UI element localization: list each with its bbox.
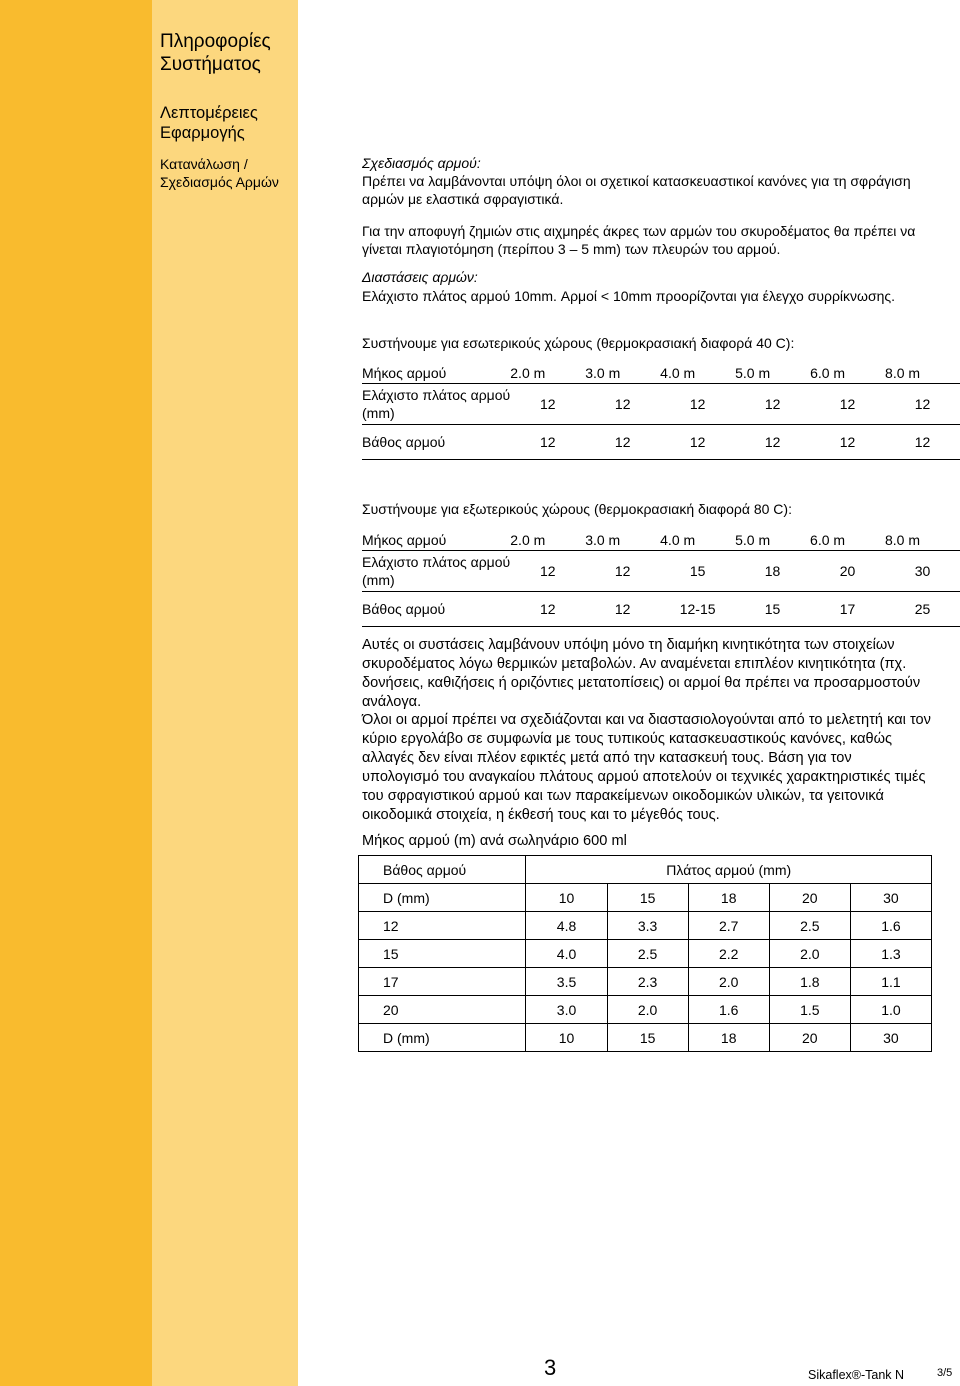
interior-table	[362, 363, 960, 460]
table-cell: 10	[526, 1024, 607, 1052]
page-title: Πληροφορίες Συστήματος	[160, 31, 271, 75]
table-cell: 2.0	[769, 940, 850, 968]
note-movement: Αυτές οι συστάσεις λαμβάνουν υπόψη μόνο τη διαμήκη κινητικότητα των στοιχείων σκυροδέματος λόγω θερμικών μεταβολών. Αν αναμένεται επιπλέον κινητικότητα (πχ. δονήσεις, καθιζήσεις ή οριζόντιες μετατοπίσεις) οι αρμοί θα πρέπει να προσαρμοστούν ανάλογα.	[362, 637, 921, 710]
table-cell: 12	[585, 551, 660, 592]
table-cell: 1.5	[769, 996, 850, 1024]
page-number: 3/5	[937, 1367, 953, 1379]
table-cell: 5.0 m	[735, 530, 810, 551]
table-cell: 20	[769, 1024, 850, 1052]
table-cell: 12	[885, 384, 960, 425]
table-cell: 4.0 m	[660, 530, 735, 551]
table-cell: 2.0	[688, 968, 769, 996]
table-cell: 12	[660, 425, 735, 460]
table-cell: 2.0 m	[510, 363, 585, 384]
table-cell: 12	[585, 384, 660, 425]
table-cell: 1.0	[850, 996, 931, 1024]
table-cell: 20	[810, 551, 885, 592]
length-heading: Μήκος αρμού (m) ανά σωληνάριο 600 ml	[362, 833, 627, 849]
dims-heading: Διαστάσεις αρμών:	[362, 269, 478, 285]
table-cell: 12	[510, 384, 585, 425]
table-row	[362, 551, 960, 592]
sidebar-column	[152, 0, 298, 1386]
table-cell: 12	[810, 425, 885, 460]
table-cell: 1.3	[850, 940, 931, 968]
design-text: Πρέπει να λαμβάνονται υπόψη όλοι οι σχετικοί κατασκευαστικοί κανόνες για τη σφράγιση αρμών με ελαστικά σφραγιστικά.	[362, 173, 911, 207]
table-cell: 12	[510, 592, 585, 627]
table-cell: 12	[359, 912, 526, 940]
table-row	[359, 884, 932, 912]
exterior-table	[362, 530, 960, 627]
table-cell: 20	[359, 996, 526, 1024]
row-label: Βάθος αρμού	[362, 592, 510, 627]
table-cell: 20	[769, 884, 850, 912]
table-cell: 18	[688, 1024, 769, 1052]
table-cell: 2.0 m	[510, 530, 585, 551]
table-row	[359, 856, 932, 884]
table-cell: 8.0 m	[885, 363, 960, 384]
table-cell: 3.0 m	[585, 363, 660, 384]
table-cell: D (mm)	[359, 1024, 526, 1052]
table-cell: 15	[359, 940, 526, 968]
brand-stripe	[0, 0, 152, 1386]
table-cell: D (mm)	[359, 884, 526, 912]
table-row	[362, 384, 960, 425]
table-row	[359, 968, 932, 996]
row-label: Μήκος αρμού	[362, 530, 510, 551]
table-cell: 3.5	[526, 968, 607, 996]
header-cell: Βάθος αρμού	[359, 856, 526, 884]
table-cell: 17	[810, 592, 885, 627]
table-cell: 1.1	[850, 968, 931, 996]
product-name: Sikaflex®-Tank N	[808, 1368, 905, 1382]
table-row	[359, 940, 932, 968]
table-cell: 3.0 m	[585, 530, 660, 551]
table-cell: 12	[810, 384, 885, 425]
table-cell: 1.8	[769, 968, 850, 996]
table-cell: 10	[526, 884, 607, 912]
section-number: 3	[544, 1355, 557, 1380]
table-cell: 5.0 m	[735, 363, 810, 384]
table-row	[359, 912, 932, 940]
table-cell: 15	[607, 884, 688, 912]
table-cell: 30	[850, 1024, 931, 1052]
chamfer-text: Για την αποφυγή ζημιών στις αιχμηρές άκρες των αρμών του σκυροδέματος θα πρέπει να γίνεται πλαγιοτόμηση (περίπου 3 – 5 mm) των πλευρών του αρμού.	[362, 223, 916, 257]
table-cell: 12	[735, 425, 810, 460]
table-cell: 1.6	[850, 912, 931, 940]
table-cell: 25	[885, 592, 960, 627]
table-cell: 17	[359, 968, 526, 996]
table-cell: 12	[510, 425, 585, 460]
table-cell: 12	[585, 425, 660, 460]
table-row	[362, 425, 960, 460]
table-cell: 2.5	[769, 912, 850, 940]
length-per-cartridge-table	[358, 855, 932, 1052]
table-cell: 1.6	[688, 996, 769, 1024]
table-cell: 8.0 m	[885, 530, 960, 551]
table-cell: 15	[607, 1024, 688, 1052]
table-cell: 4.0	[526, 940, 607, 968]
table-cell: 12	[735, 384, 810, 425]
table-cell: 15	[660, 551, 735, 592]
table-cell: 3.3	[607, 912, 688, 940]
table-cell: 2.2	[688, 940, 769, 968]
table-cell: 12-15	[660, 592, 735, 627]
table-cell: 2.3	[607, 968, 688, 996]
table-cell: 6.0 m	[810, 530, 885, 551]
note-design: Όλοι οι αρμοί πρέπει να σχεδιάζονται και να διαστασιολογούνται από το μελετητή και τον κύριο εργολάβο σε συμφωνία με τους τυπικούς κατασκευαστικούς κανόνες, καθώς αλλαγές δεν είναι πλέον εφικτές μετά από την κατασκευή τους. Βάση για τον υπολογισμό του αναγκαίου πλάτους αρμού αποτελούν οι τεχνικές χαρακτηριστικές τιμές του σφραγιστικού αρμού και των παρακείμενων οικοδομικών υλικών, τα γειτονικά οικοδομικά στοιχεία, η έκθεσή τους και το μέγεθός τους.	[362, 712, 931, 823]
table-cell: 6.0 m	[810, 363, 885, 384]
row-label: Ελάχιστο πλάτος αρμού (mm)	[362, 551, 510, 592]
table-row	[359, 1024, 932, 1052]
table-cell: 18	[688, 884, 769, 912]
row-label: Βάθος αρμού	[362, 425, 510, 460]
row-label: Ελάχιστο πλάτος αρμού (mm)	[362, 384, 510, 425]
table-cell: 18	[735, 551, 810, 592]
table-cell: 30	[885, 551, 960, 592]
table-row	[362, 363, 960, 384]
table-cell: 12	[660, 384, 735, 425]
table-cell: 4.0 m	[660, 363, 735, 384]
table-cell: 30	[850, 884, 931, 912]
table-cell: 2.0	[607, 996, 688, 1024]
table-cell: 4.8	[526, 912, 607, 940]
table-cell: 12	[585, 592, 660, 627]
row-label: Μήκος αρμού	[362, 363, 510, 384]
table-cell: 2.7	[688, 912, 769, 940]
section-title: Λεπτομέρειες Εφαρμογής	[160, 104, 258, 142]
section-label: Κατανάλωση / Σχεδιασμός Αρμών	[160, 156, 279, 190]
table-cell: 12	[885, 425, 960, 460]
exterior-heading: Συστήνουμε για εξωτερικούς χώρους (θερμοκρασιακή διαφορά 80 C):	[362, 501, 792, 517]
table-cell: 15	[735, 592, 810, 627]
table-cell: 12	[510, 551, 585, 592]
interior-heading: Συστήνουμε για εσωτερικούς χώρους (θερμοκρασιακή διαφορά 40 C):	[362, 335, 795, 351]
design-heading: Σχεδιασμός αρμού:	[362, 155, 481, 171]
table-cell: 3.0	[526, 996, 607, 1024]
table-row	[359, 996, 932, 1024]
table-row	[362, 592, 960, 627]
header-cell: Πλάτος αρμού (mm)	[526, 856, 932, 884]
dims-text: Ελάχιστο πλάτος αρμού 10mm. Αρμοί < 10mm προορίζονται για έλεγχο συρρίκνωσης.	[362, 288, 896, 304]
table-row	[362, 530, 960, 551]
table-cell: 2.5	[607, 940, 688, 968]
